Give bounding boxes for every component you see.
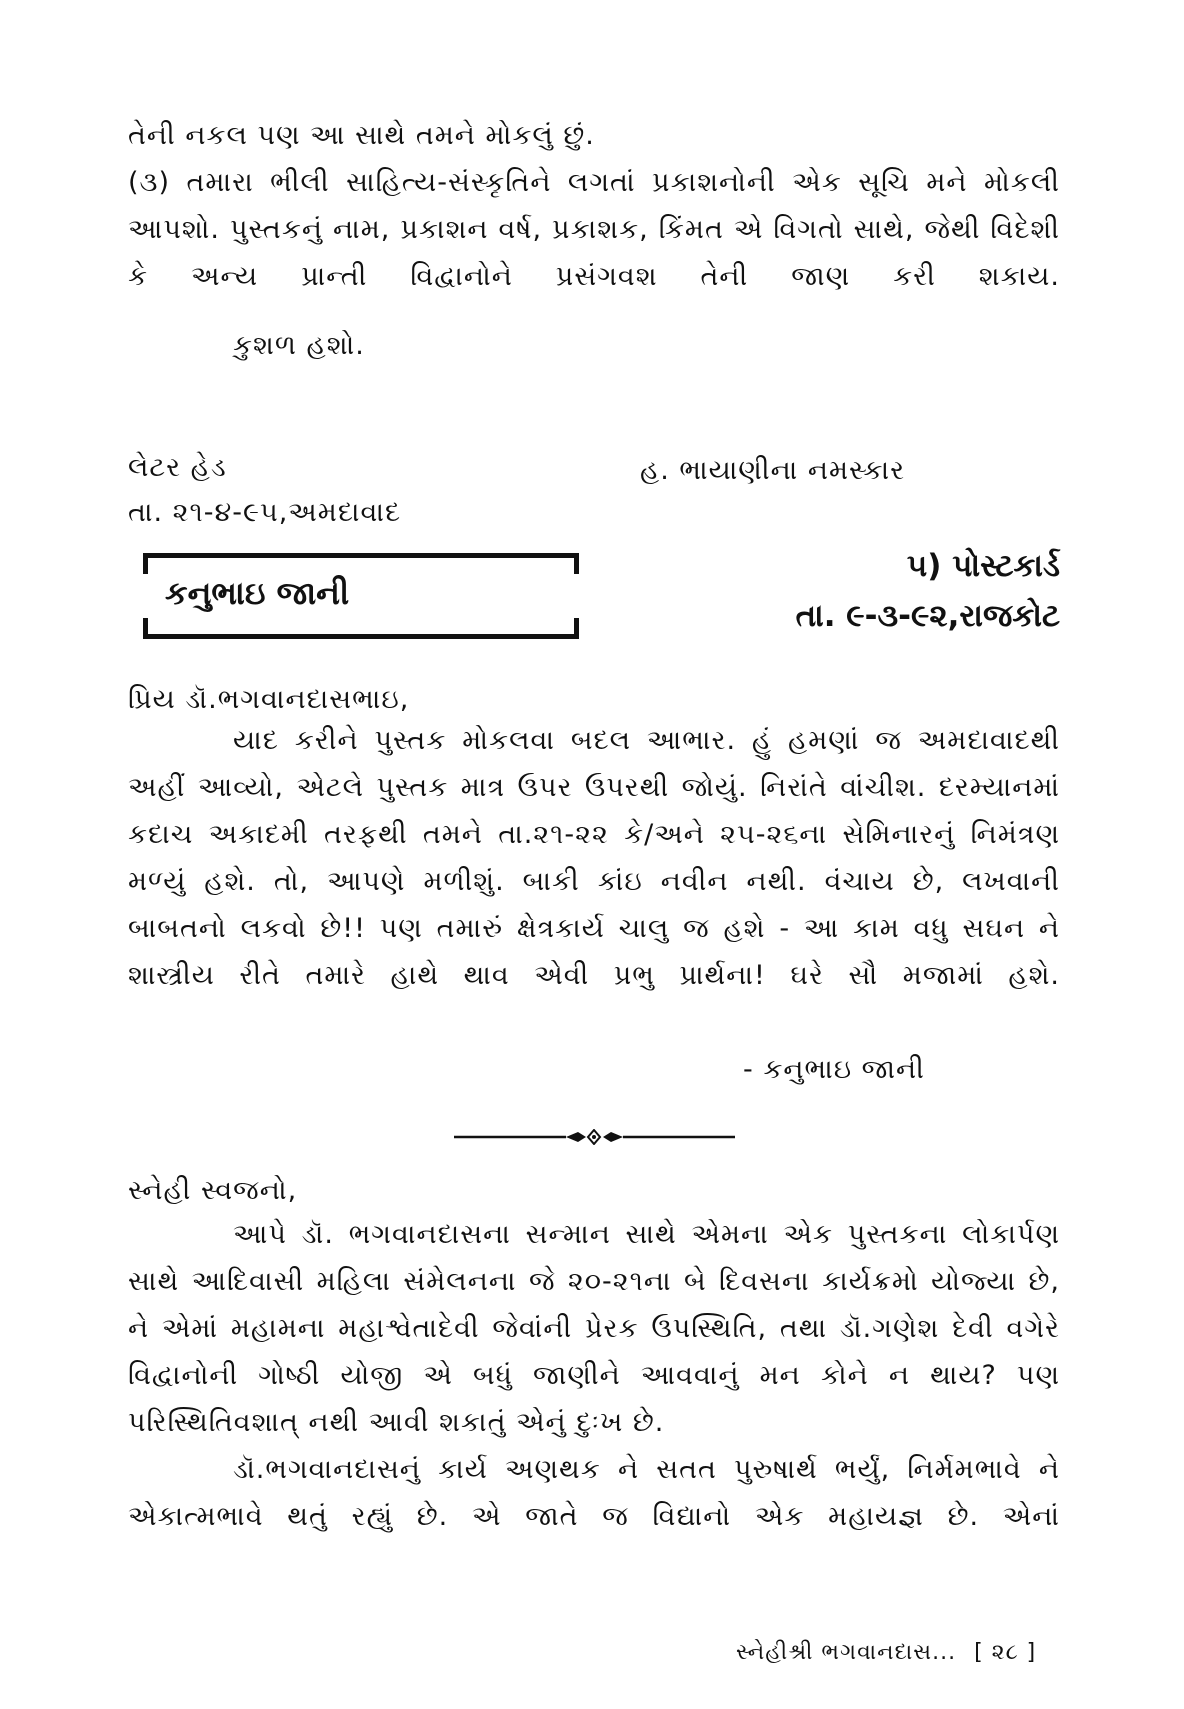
closing-line: કુશળ હશો.	[233, 330, 365, 361]
letter5-body: યાદ કરીને પુસ્તક મોકલવા બદલ આભાર. હું હમણાં જ અમદાવાદથી અહીં આવ્યો, એટલે પુસ્તક માત્ર ઉપર ઉપરથી જોયું. નિરાંતે વાંચીશ. દરમ્યાનમાં કદાચ અકાદમી તરફથી તમને તા.૨૧-૨૨ કે/અને ૨૫-૨૬ના સેમિનારનું નિમંત્રણ મળ્યું હશે. તો, આપણે મળીશું. બાકી કાંઇ નવીન નથી. વંચાય છે, લખવાની બાબતનો લકવો છે!! પણ તમારું ક્ષેત્રકાર્ય ચાલુ જ હશે - આ કામ વધુ સઘન ને શાસ્ત્રીય રીતે તમારે હાથે થાવ એવી પ્રભુ પ્રાર્થના! ઘરે સૌ મજામાં હશે.	[128, 725, 1060, 991]
letter6-salutation: સ્નેહી સ્વજનો,	[128, 1175, 298, 1206]
letter5-body-block	[128, 717, 1060, 999]
letter-heading: ૫) પોસ્ટકાર્ડ	[906, 548, 1060, 584]
letter6-paragraph-2: ડૉ.ભગવાનદાસનું કાર્ય અણથક ને સતત પુરુષાર્થ ભર્યું, નિર્મમભાવે ને એકાત્મભાવે થતું રહ્યું છે. એ જાતે જ વિદ્યાનો એક મહાયજ્ઞ છે. એનાં	[128, 1454, 1060, 1532]
continuation-block	[128, 112, 1060, 300]
sender-name: કનુભાઇ જાની	[165, 574, 350, 612]
letter-heading-date: તા. ૯-૩-૯૨,રાજકોટ	[795, 598, 1060, 634]
sender-name-box	[143, 553, 579, 639]
letter5-salutation: પ્રિય ડૉ.ભગવાનદાસભાઇ,	[128, 684, 410, 715]
running-title-text: સ્નેહીશ્રી ભગવાનદાસ...	[736, 1640, 957, 1665]
signoff: હ. ભાયાણીના નમસ્કાર	[640, 455, 906, 486]
letterhead-label: લેટર હેડ	[128, 452, 227, 483]
ornamental-divider-icon	[454, 1129, 735, 1145]
letter6-body-block	[128, 1211, 1060, 1540]
letter5-signature: - કનુભાઇ જાની	[743, 1054, 925, 1085]
letter-date-place: તા. ૨૧-૪-૯૫,અમદાવાદ	[128, 497, 402, 528]
continuation-line: તેની નકલ પણ આ સાથે તમને મોકલું છું.	[128, 120, 595, 151]
page-number: [ ૨૮ ]	[974, 1640, 1037, 1665]
point-3-paragraph: (૩) તમારા ભીલી સાહિત્ય-સંસ્કૃતિને લગતાં પ્રકાશનોની એક સૂચિ મને મોકલી આપશો. પુસ્તકનું નામ, પ્રકાશન વર્ષ, પ્રકાશક, કિંમત એ વિગતો સાથે, જેથી વિદેશી કે અન્ય પ્રાન્તી વિદ્વાનોને પ્રસંગવશ તેની જાણ કરી શકાય.	[128, 167, 1060, 292]
running-title	[736, 1640, 1036, 1665]
letter6-paragraph-1: આપે ડૉ. ભગવાનદાસના સન્માન સાથે એમના એક પુસ્તકના લોકાર્પણ સાથે આદિવાસી મહિલા સંમેલનના જે ૨૦-૨૧ના બે દિવસના કાર્યક્રમો યોજ્યા છે, ને એમાં મહામના મહાશ્વેતાદેવી જેવાંની પ્રેરક ઉપસ્થિતિ, તથા ડૉ.ગણેશ દેવી વગેરે વિદ્વાનોની ગોષ્ઠી યોજી એ બધું જાણીને આવવાનું મન કોને ન થાય? પણ પરિસ્થિતિવશાત્ નથી આવી શકાતું એનું દુઃખ છે.	[128, 1219, 1060, 1438]
